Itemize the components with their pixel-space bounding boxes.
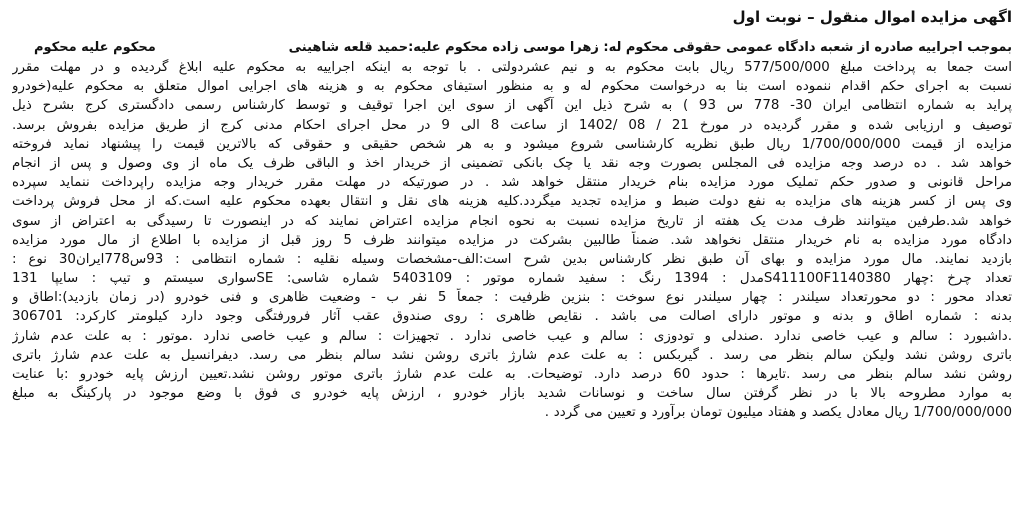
party-line bbox=[8, 38, 1016, 58]
body-line: نسبت به اجرای حکم اقدام ننموده است بنا به درخواست محکوم له و به منظور استیفای محکوم به و هزینه های اجرایی اموال متعلق به محکوم علیه(خودرو bbox=[12, 79, 1012, 95]
body-line: باتری روشن نشد ولیکن سالم بنظر می رسد . گیربکس : به علت عدم شارژ باتری روشن نشد سالم بنظر می رسد. دیفرانسیل به علت عدم شارژ باتری bbox=[12, 347, 1012, 363]
body-line: خواهد شد.طرفین میتوانند ظرف مدت یک هفته از تاریخ مزایده نسبت به نحوه انجام مزایده اعتراض نمایند که در اینصورت تا رسیدگی به اعتراض از سوی bbox=[12, 213, 1012, 229]
body-line: 1/700/000/000 ریال معادل یکصد و هفتاد میلیون تومان برآورد و تعیین می گردد . bbox=[544, 405, 1012, 421]
body-line: بدنه : شماره اطاق و بدنه و موتور دارای اصالت می باشد . نقایص ظاهری : روی صندوق عقب آثار فرورفتگی وجود دارد کیلومتر کارکرد: 306701 bbox=[12, 309, 1012, 325]
body-line: .داشبورد : سالم و عیب خاصی ندارد .صندلی و تودوزی : سالم و عیب خاصی ندارد . تجهیزات : سالم و عیب خاصی ندارد .موتور : به علت عدم شارژ bbox=[12, 328, 1012, 344]
body-line: دادگاه مورد مزایده به نام خریدار منتقل نخواهد شد. ضمناً طالبین بشرکت در مزایده میتوانند ظرف 5 روز قبل از مزایده با اطلاع از مال مورد مزایده bbox=[12, 232, 1012, 248]
plaintiff-line: بموجب اجراییه صادره از شعبه دادگاه عمومی حقوقی محکوم له: زهرا موسی زاده محکوم علیه:حمید قلعه شاهینی bbox=[288, 40, 1012, 55]
body-line: به موارد مطروحه بالا با در نظر گرفتن سال ساخت و نوسانات شدید بازار خودرو ، ارزش پایه خودرو ی فوق با وضع موجود در پارکینگ به مبلغ bbox=[12, 386, 1012, 402]
notice-title: اگهی مزایده اموال منقول – نوبت اول bbox=[732, 8, 1012, 26]
body-line: است جمعا به پرداخت مبلغ 577/500/000 ریال بابت محکوم به و نیم عشردولتی . با توجه به اینکه اجراییه به محکوم علیه ابلاغ گردیده و در مهلت مقرر bbox=[12, 60, 1012, 75]
body-line: مراحل قانونی و صدور حکم تملیک مورد مزایده بنام خریدار منتقل خواهد شد . در صورتیکه در مهلت مقرر خریدار وجه مزایده راپرداخت ننماید سپرده bbox=[12, 175, 1012, 191]
body-line: وی پس از کسر هزینه های مزایده به نفع دولت ضبط و مزایده تجدید میگردد.کلیه هزینه های نقل و انتقال بعهده محکوم علیه است.که از محل فروش پرداخت bbox=[12, 194, 1012, 210]
notice-body bbox=[8, 58, 1016, 423]
defendant-label: محکوم علیه محکوم bbox=[34, 40, 156, 55]
body-line: بازدید نمایند. مال مورد مزایده و بهای آن طبق نظر کارشناس بدین شرح است:الف-مشخصات وسیله نقلیه : شماره انتظامی : 93س778ایران30 نوع : bbox=[12, 251, 1012, 267]
body-line: تعداد محور : دو محورتعداد سیلندر : چهار سیلندر نوع سوخت : بنزین ظرفیت : جمعاً 5 نفر ب - وضعیت ظاهری و فنی خودرو (در زمان بازدید):اطاق و bbox=[12, 290, 1012, 306]
body-line: پراید به شماره انتظامی ایران 30- 778 س 93 ) به شرح ذیل این آگهی از سوی این اجرا توقیف و توسط کارشناس رسمی دادگستری کرج بشرح ذیل bbox=[12, 98, 1012, 114]
body-line: مزایده از قیمت 1/700/000/000 ریال طبق نظریه کارشناسی شروع میشود و به هر شخص حقیقی و حقوقی که بالاترین قیمت را پیشنهاد نماید فروخته bbox=[12, 136, 1012, 152]
body-line: تعداد چرخ :چهار S411100F1140380مدل : 1394 رنگ : سفید شماره موتور : 5403109 شماره شاسی: SEسواری سیستم و تیپ : سایپا 131 bbox=[12, 271, 1012, 287]
body-line: روشن نشد سالم بنظر می رسد .تایرها : حدود 60 درصد دارد. توضیحات. به علت عدم شارژ باتری موتور روشن نشد.تعیین ارزش پایه خودرو :با عنایت bbox=[12, 367, 1012, 382]
body-line: توصیف و ارزیابی شده و مقرر گردیده در مورخ 21 / 08 /1402 از ساعت 8 الی 9 در محل اجرای احکام مدنی کرج از طریق مزایده بفروش برسد. bbox=[12, 117, 1012, 133]
body-line: خواهد شد . ده درصد وجه مزایده فی المجلس بصورت وجه نقد یا چک بانکی تضمینی از خریدار اخذ و الباقی ظرف یک ماه از وی وصول و پس از انجام bbox=[12, 155, 1012, 171]
